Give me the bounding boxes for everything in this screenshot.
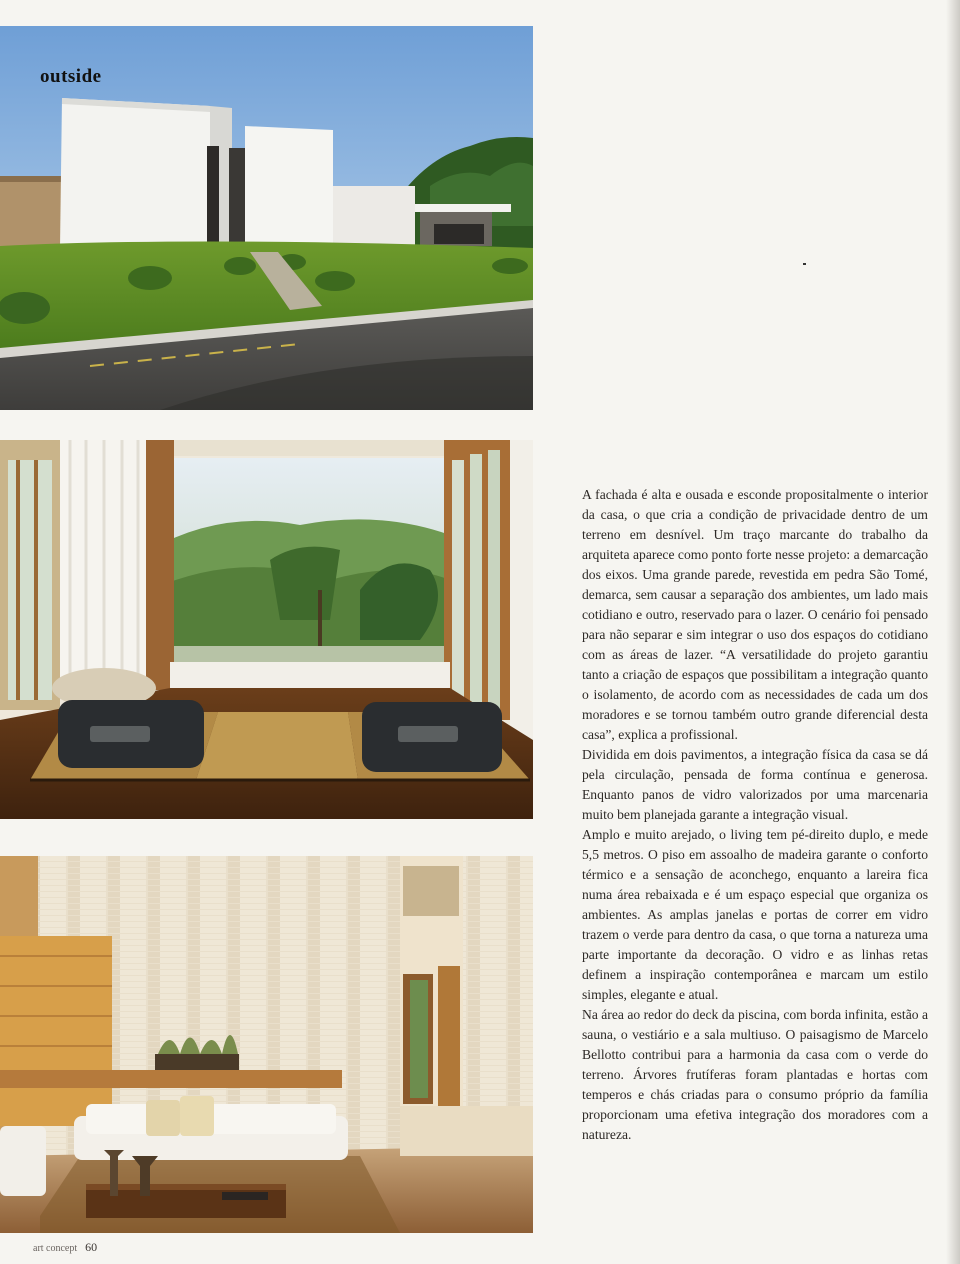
article-paragraph-4: Na área ao redor do deck da piscina, com borda infinita, estão a sauna, o vestiário e a sala multiuso. O paisagismo de Marcelo Bellotto contribui para a harmonia da casa com o verde do terreno. Árvores frutíferas foram plantadas e hortas com temperos e chás criadas para o consumo próprio da família proporcionam uma efetiva integração dos moradores com a natureza. <box>582 1007 928 1142</box>
exterior-house-photo <box>0 26 533 410</box>
tatami-room-photo <box>0 440 533 819</box>
publication-name: art concept <box>33 1243 78 1254</box>
stray-mark <box>803 263 806 265</box>
article-paragraph-2: Dividida em dois pavimentos, a integração física da casa se dá pela circulação, pensada de forma contínua e generosa. Enquanto panos de vidro valorizados por uma marcenaria muito bem planejada garante a integração visual. <box>582 747 928 822</box>
article-paragraph-1: A fachada é alta e ousada e esconde propositalmente o interior da casa, o que cria a condição de privacidade dentro de um terreno em desnível. Um traço marcante do trabalho da arquiteta aparece como ponto forte nesse projeto: a demarcação dos eixos. Uma grande parede, revestida em pedra São Tomé, demarca, sem causar a separação dos ambientes, um lado mais cotidiano e outro, reservado para o lazer. O cenário foi pensado para não separar e sim integrar o uso dos espaços do cotidiano com as áreas de lazer. “A versatilidade do projeto garantiu tanto a criação de espaços que possibilitam a integração quanto o isolamento, de acordo com as necessidades de cada um dos moradores e se tornou também outro grande diferencial desta casa”, explica a profissional. <box>582 487 928 742</box>
page-number: 60 <box>85 1240 98 1254</box>
page-folio <box>33 1240 97 1255</box>
article-body <box>582 485 928 1145</box>
section-label: outside <box>40 66 102 87</box>
living-room-photo <box>0 856 533 1233</box>
page-gutter-shadow <box>946 0 960 1264</box>
article-paragraph-3: Amplo e muito arejado, o living tem pé-direito duplo, e mede 5,5 metros. O piso em assoalho de madeira garante o conforto térmico e a sensação de aconchego, enquanto a lareira fica numa área rebaixada e é um espaço especial que organiza os ambientes. As amplas janelas e portas de correr em vidro trazem o verde para dentro da casa, o que torna a natureza uma parte importante da decoração. O vidro e as linhas retas definem a inspiração contemporânea e marcam um estilo simples, elegante e atual. <box>582 827 928 1002</box>
